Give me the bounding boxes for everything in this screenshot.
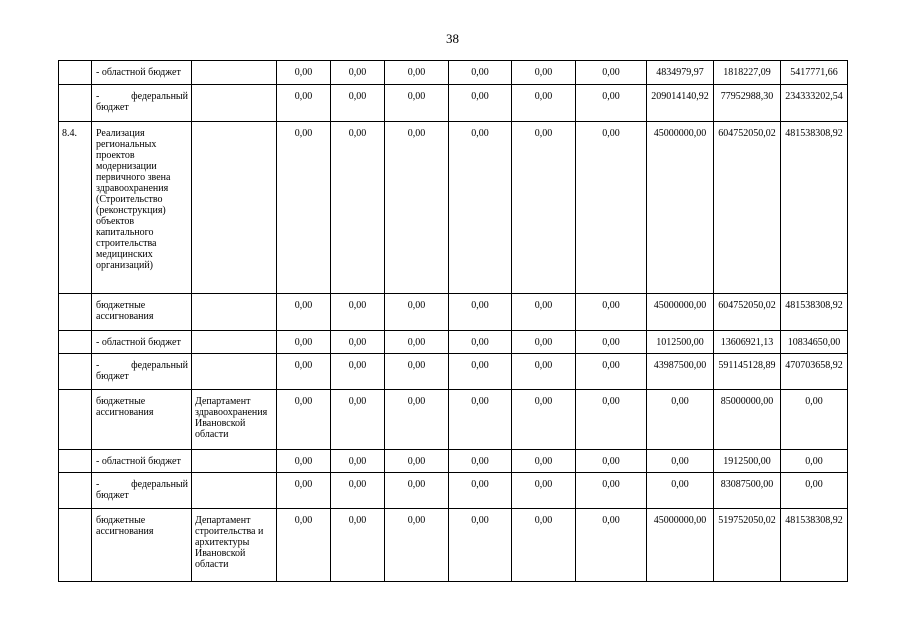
value-cell: 0,00 <box>385 473 449 509</box>
value-cell: 0,00 <box>331 473 385 509</box>
value-cell: 0,00 <box>512 122 576 294</box>
value-cell: 0,00 <box>781 390 848 450</box>
value-cell: 0,00 <box>277 473 331 509</box>
value-cell: 0,00 <box>385 354 449 390</box>
value-cell: 0,00 <box>449 85 512 122</box>
row-number <box>59 509 92 582</box>
value-cell: 481538308,92 <box>781 122 848 294</box>
value-cell: 0,00 <box>331 122 385 294</box>
value-cell: 43987500,00 <box>647 354 714 390</box>
row-name: - областной бюджет <box>92 61 192 85</box>
value-cell: 0,00 <box>449 294 512 331</box>
value-cell: 0,00 <box>512 390 576 450</box>
value-cell: 0,00 <box>576 294 647 331</box>
row-responsible <box>192 331 277 354</box>
value-cell: 1818227,09 <box>714 61 781 85</box>
value-cell: 0,00 <box>449 354 512 390</box>
value-cell: 0,00 <box>277 450 331 473</box>
value-cell: 0,00 <box>331 61 385 85</box>
row-responsible <box>192 61 277 85</box>
value-cell: 0,00 <box>385 61 449 85</box>
row-name: Реализация региональных проектов модернизации первичного звена здравоохранения (Строительство (реконструкция) объектов капитального строительства медицинских организаций) <box>92 122 192 294</box>
value-cell: 0,00 <box>512 450 576 473</box>
value-cell: 0,00 <box>277 85 331 122</box>
value-cell: 0,00 <box>576 473 647 509</box>
value-cell: 0,00 <box>277 390 331 450</box>
value-cell: 0,00 <box>385 331 449 354</box>
value-cell: 209014140,92 <box>647 85 714 122</box>
value-cell: 0,00 <box>576 509 647 582</box>
value-cell: 1012500,00 <box>647 331 714 354</box>
table-row <box>59 61 848 85</box>
value-cell: 83087500,00 <box>714 473 781 509</box>
row-name <box>92 473 192 509</box>
value-cell: 0,00 <box>449 509 512 582</box>
row-responsible: Департамент здравоохранения Ивановской области <box>192 390 277 450</box>
row-number <box>59 450 92 473</box>
value-cell: 0,00 <box>512 509 576 582</box>
value-cell: 0,00 <box>576 122 647 294</box>
value-cell: 0,00 <box>647 473 714 509</box>
row-number <box>59 61 92 85</box>
value-cell: 13606921,13 <box>714 331 781 354</box>
value-cell: 0,00 <box>331 85 385 122</box>
row-name: - областной бюджет <box>92 331 192 354</box>
row-name-line1: - федеральный <box>96 91 188 102</box>
row-name-line1: - федеральный <box>96 479 188 490</box>
row-name <box>92 354 192 390</box>
row-name: бюджетные ассигнования <box>92 294 192 331</box>
value-cell: 4834979,97 <box>647 61 714 85</box>
value-cell: 0,00 <box>512 473 576 509</box>
row-number <box>59 294 92 331</box>
row-name: бюджетные ассигнования <box>92 509 192 582</box>
page-number: 38 <box>446 31 459 46</box>
value-cell: 0,00 <box>449 473 512 509</box>
row-name-line1: - федеральный <box>96 360 188 371</box>
value-cell: 481538308,92 <box>781 509 848 582</box>
table-row <box>59 354 848 390</box>
value-cell: 604752050,02 <box>714 294 781 331</box>
value-cell: 0,00 <box>277 331 331 354</box>
value-cell: 0,00 <box>277 61 331 85</box>
value-cell: 0,00 <box>647 390 714 450</box>
value-cell: 0,00 <box>512 61 576 85</box>
row-name: - областной бюджет <box>92 450 192 473</box>
row-name <box>92 85 192 122</box>
value-cell: 470703658,92 <box>781 354 848 390</box>
value-cell: 0,00 <box>277 122 331 294</box>
table-row <box>59 450 848 473</box>
table-row <box>59 122 848 294</box>
value-cell: 0,00 <box>449 450 512 473</box>
row-number <box>59 85 92 122</box>
value-cell: 604752050,02 <box>714 122 781 294</box>
value-cell: 0,00 <box>331 450 385 473</box>
value-cell: 0,00 <box>781 473 848 509</box>
row-number: 8.4. <box>59 122 92 294</box>
row-responsible <box>192 294 277 331</box>
value-cell: 0,00 <box>576 61 647 85</box>
value-cell: 481538308,92 <box>781 294 848 331</box>
value-cell: 0,00 <box>576 85 647 122</box>
value-cell: 0,00 <box>385 294 449 331</box>
value-cell: 0,00 <box>331 331 385 354</box>
value-cell: 0,00 <box>647 450 714 473</box>
value-cell: 0,00 <box>385 509 449 582</box>
table-row <box>59 85 848 122</box>
row-responsible <box>192 85 277 122</box>
row-responsible <box>192 122 277 294</box>
table-row <box>59 331 848 354</box>
row-name-line2: бюджет <box>96 490 129 501</box>
value-cell: 0,00 <box>449 331 512 354</box>
row-responsible <box>192 473 277 509</box>
value-cell: 0,00 <box>385 390 449 450</box>
value-cell: 45000000,00 <box>647 122 714 294</box>
table-row <box>59 390 848 450</box>
value-cell: 0,00 <box>449 61 512 85</box>
value-cell: 0,00 <box>512 85 576 122</box>
row-number <box>59 354 92 390</box>
value-cell: 591145128,89 <box>714 354 781 390</box>
value-cell: 0,00 <box>449 390 512 450</box>
value-cell: 0,00 <box>331 354 385 390</box>
value-cell: 519752050,02 <box>714 509 781 582</box>
row-number <box>59 390 92 450</box>
value-cell: 0,00 <box>277 354 331 390</box>
row-number <box>59 473 92 509</box>
row-name: бюджетные ассигнования <box>92 390 192 450</box>
table-row <box>59 509 848 582</box>
value-cell: 0,00 <box>331 509 385 582</box>
value-cell: 1912500,00 <box>714 450 781 473</box>
value-cell: 0,00 <box>781 450 848 473</box>
value-cell: 0,00 <box>512 354 576 390</box>
value-cell: 0,00 <box>449 122 512 294</box>
row-name-line2: бюджет <box>96 102 129 113</box>
value-cell: 0,00 <box>385 122 449 294</box>
value-cell: 0,00 <box>331 390 385 450</box>
row-name-line2: бюджет <box>96 371 129 382</box>
row-number <box>59 331 92 354</box>
value-cell: 0,00 <box>512 331 576 354</box>
value-cell: 45000000,00 <box>647 294 714 331</box>
row-responsible: Департамент строительства и архитектуры Ивановской области <box>192 509 277 582</box>
value-cell: 0,00 <box>576 354 647 390</box>
budget-table <box>58 60 848 582</box>
value-cell: 0,00 <box>576 390 647 450</box>
table-row <box>59 473 848 509</box>
value-cell: 0,00 <box>331 294 385 331</box>
row-responsible <box>192 450 277 473</box>
value-cell: 0,00 <box>277 294 331 331</box>
value-cell: 0,00 <box>576 450 647 473</box>
value-cell: 0,00 <box>512 294 576 331</box>
table-row <box>59 294 848 331</box>
value-cell: 85000000,00 <box>714 390 781 450</box>
value-cell: 0,00 <box>277 509 331 582</box>
value-cell: 5417771,66 <box>781 61 848 85</box>
value-cell: 77952988,30 <box>714 85 781 122</box>
row-responsible <box>192 354 277 390</box>
value-cell: 234333202,54 <box>781 85 848 122</box>
value-cell: 0,00 <box>385 450 449 473</box>
value-cell: 45000000,00 <box>647 509 714 582</box>
value-cell: 0,00 <box>576 331 647 354</box>
value-cell: 10834650,00 <box>781 331 848 354</box>
value-cell: 0,00 <box>385 85 449 122</box>
